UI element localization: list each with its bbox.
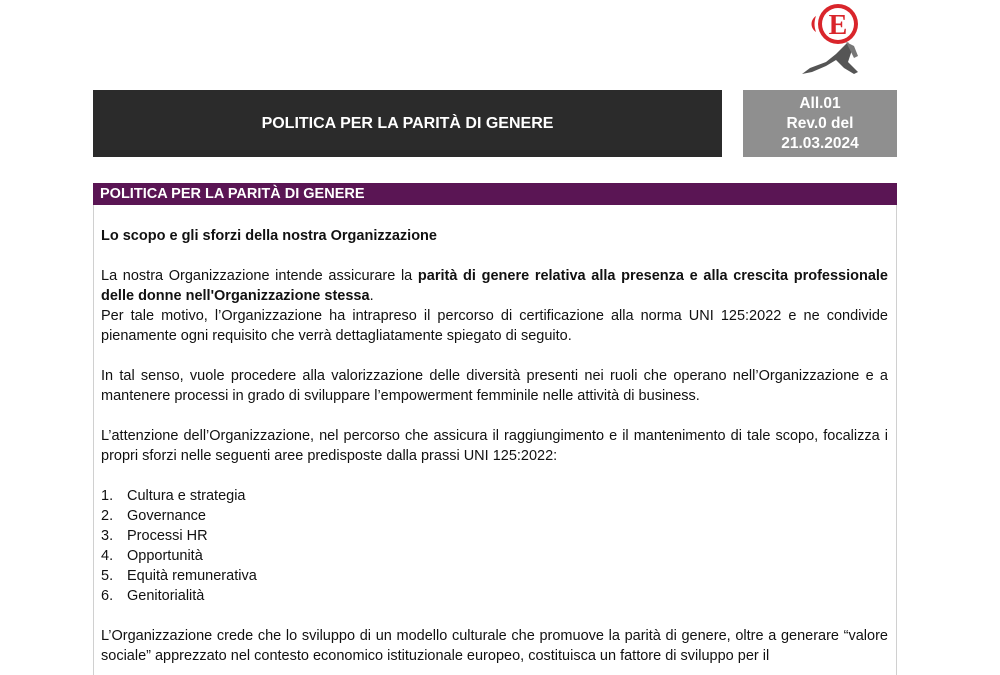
list-item-label: Equità remunerativa [127, 568, 257, 584]
list-item [101, 586, 888, 606]
list-item-label: Cultura e strategia [127, 488, 246, 504]
list-item-label: Opportunità [127, 548, 203, 564]
document-title: POLITICA PER LA PARITÀ DI GENERE [261, 114, 554, 132]
paragraph-purpose [101, 266, 888, 306]
paragraph-diversity: In tal senso, vuole procedere alla valorizzazione delle diversità presenti nei ruoli che operano nell’Organizzazione e a mantenere processi in grado di sviluppare l’empowerment femminile nelle attività di business. [101, 368, 888, 404]
section-content [101, 226, 888, 666]
paragraph-purpose-end: . [369, 288, 374, 304]
list-item-number: 1. [101, 488, 114, 504]
document-title-bar [93, 90, 722, 157]
list-item-number: 6. [101, 588, 114, 604]
paragraph-purpose-intro: La nostra Organizzazione intende assicurare la [101, 268, 418, 284]
paragraph-certification: Per tale motivo, l’Organizzazione ha intrapreso il percorso di certificazione alla norma UNI 125:2022 e ne condivide pienamente ogni requisito che verrà dettagliatamente spiegato di seguito. [101, 308, 888, 344]
paragraph-culture: L’Organizzazione crede che lo sviluppo di un modello culturale che promuove la parità di genere, oltre a generare “valore sociale” apprezzato nel contesto economico istituzionale europeo, costituisca un fattore di sviluppo per il [101, 628, 888, 664]
list-item-label: Processi HR [127, 528, 208, 544]
section-header: POLITICA PER LA PARITÀ DI GENERE [93, 183, 897, 205]
list-item [101, 526, 888, 546]
list-item [101, 506, 888, 526]
company-logo [796, 2, 870, 82]
svg-text:E: E [828, 10, 848, 41]
list-item [101, 546, 888, 566]
focus-areas-list [101, 486, 888, 606]
list-item [101, 486, 888, 506]
list-item-number: 2. [101, 508, 114, 524]
list-item [101, 566, 888, 586]
document-code: All.01 [799, 94, 841, 112]
paragraph-purpose-highlight: parità di genere relativa alla presenza e alla crescita professionale delle donne nell'Organizzazione stessa [101, 268, 888, 304]
paragraph-focus-areas: L’attenzione dell’Organizzazione, nel percorso che assicura il raggiungimento e il mantenimento di tale scopo, focalizza i propri sforzi nelle seguenti aree predisposte dalla prassi UNI 125:2022: [101, 428, 888, 464]
revision-label: Rev.0 del [786, 114, 854, 132]
list-item-number: 4. [101, 548, 114, 564]
revision-box [743, 90, 897, 157]
revision-date: 21.03.2024 [781, 134, 859, 152]
list-item-label: Governance [127, 508, 206, 524]
section-heading: Lo scopo e gli sforzi della nostra Organizzazione [101, 228, 437, 244]
list-item-number: 5. [101, 568, 114, 584]
list-item-number: 3. [101, 528, 114, 544]
list-item-label: Genitorialità [127, 588, 205, 604]
